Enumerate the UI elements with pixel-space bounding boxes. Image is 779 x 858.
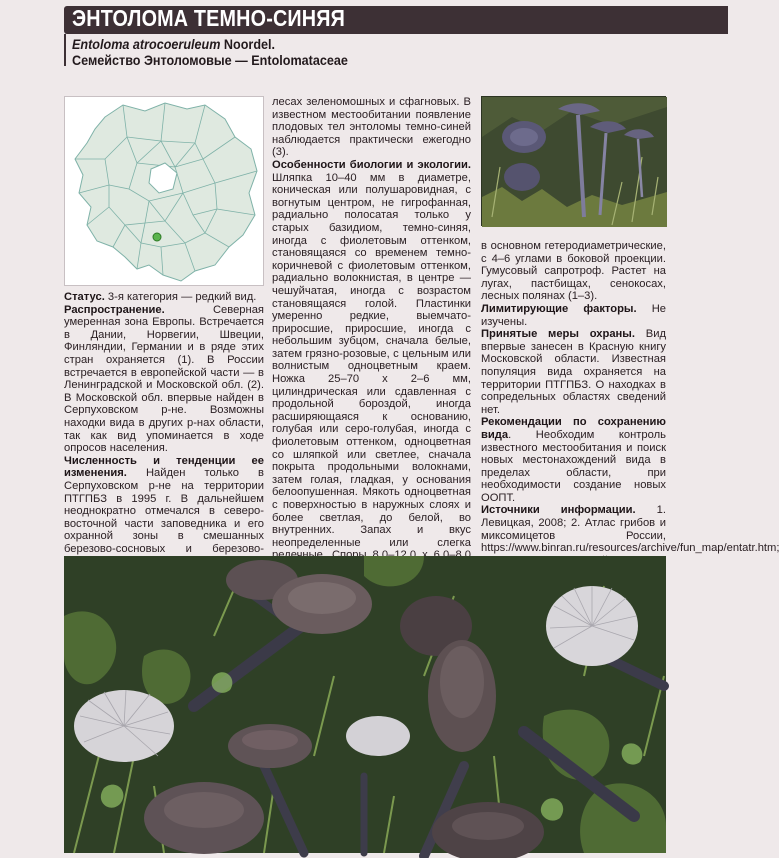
text-column-2 (272, 96, 471, 587)
recommendations-text: . Необходим контроль известного местообитания и поиск новых местонахождений вида в пределах области, при необходимости создание новых ООПТ. (481, 428, 666, 504)
mushroom-group-photo (64, 556, 666, 853)
distribution-map (64, 96, 264, 286)
protection-measures-text: Вид впервые занесен в Красную книгу Московской области. Известная популяция вида охраняется на территории ПТГПБЗ. О находках в сопредельных областях сведений нет. (481, 328, 666, 416)
author-name: Noordel. (223, 36, 276, 52)
latin-name-line (72, 36, 275, 52)
trend-label: Численность и тенденции ее изменения. (64, 454, 264, 480)
range-text: Северная умеренная зона Европы. Встречается в Дании, Норвегии, Швеции, Финляндии, Германии и в ряде этих стран охраняется (1). В России встречается в европейской части — в Ленинградской и Московской обл. (2). В Московской обл. впервые найден в Серпуховском р-не. Возможны находки вида в других р-нах области, так как вид упоминается в ходе опросов населения. (64, 303, 264, 455)
habitat-continued-text: лесах зеленомошных и сфагновых. В известном местообитании появление плодовых тел энтоломы темно-синей наблюдается практически ежегодно (3). (272, 96, 471, 159)
region-outline (75, 103, 257, 281)
trend-text: Найден только в Серпуховском р-не на территории ПТГПБЗ в 1995 г. В дальнейшем неоднократно отмечался в северо-восточной части заповедника и его охранной зоны в смешанных березово-сосновых и березово- (64, 467, 264, 555)
status-text: 3-я категория — редкий вид. (104, 291, 257, 303)
find-location-marker (153, 233, 161, 241)
sources-text: 1. Левицкая, 2008; 2. Атлас грибов и миксомицетов России, https://www.binran.ru/resources/archive/fun_map/entatr.htm; (481, 504, 779, 555)
range-label: Распространение. (64, 303, 165, 316)
spores-continued-text: в основном гетеродиаметрические, с 4–6 углами в боковой проекции. Гумусовый сапротроф. Растет на лугах, пастбищах, сенокосах, лесных полянах (1–3). (481, 240, 666, 303)
family-name: Семейство Энтоломовые — Entolomataceae (72, 52, 348, 68)
mushroom-group-photo-graphic (64, 556, 666, 853)
mushroom-photo-graphic (482, 97, 667, 227)
limiting-factors-label: Лимитирующие факторы. (481, 302, 637, 315)
latin-name: Entoloma atrocoeruleum (72, 36, 221, 52)
text-column-3 (481, 240, 779, 580)
sources-label: Источники информации. (481, 504, 636, 517)
moscow-region-map-graphic (65, 97, 263, 285)
recommendations-label: Рекомендации по сохранению вида (481, 416, 666, 441)
biology-label: Особенности биологии и экологии. (272, 158, 471, 171)
header-rule (64, 34, 66, 66)
species-title: ЭНТОЛОМА ТЕМНО-СИНЯЯ (72, 5, 346, 31)
mushroom-photo (481, 96, 666, 226)
page-header (0, 0, 730, 70)
protection-measures-label: Принятые меры охраны. (481, 328, 635, 341)
status-label: Статус. (64, 291, 105, 303)
text-column-1 (64, 291, 264, 568)
limiting-factors-text: Не изучены. (481, 302, 666, 328)
biology-text: Шляпка 10–40 мм в диаметре, коническая или полушаровидная, с вогнутым центром, не гигрофанная, радиально полосатая только у старых базидиом, темно-синяя, иногда с фиолетовым оттенком, становящаяся со временем темно-коричневой с фиолетовым оттенком, радиально волокнистая, в центре — чешуйчатая, иногда с возрастом становящаяся голой. Пластинки умеренно редкие, выемчато-приросшие, приросшие, иногда с небольшим зубцом, сначала белые, затем грязно-розовые, с цельным или волнистым одноцветным краем. Ножка 25–70 х 2–6 мм, цилиндрическая или сдавленная с продольной бороздой, иногда расширяющаяся к основанию, голубая или серо-голубая, иногда с фиолетовым оттенком, одноцветная со шляпкой или светлее, сначала покрыта продольными волокнами, затем голая, гладкая, у основания белоопушенная. Мякоть одноцветная с поверхностью в наружных слоях и более светлая, до белой, во внутренних. Запах и вкус неопределенные или слегка (272, 171, 471, 549)
